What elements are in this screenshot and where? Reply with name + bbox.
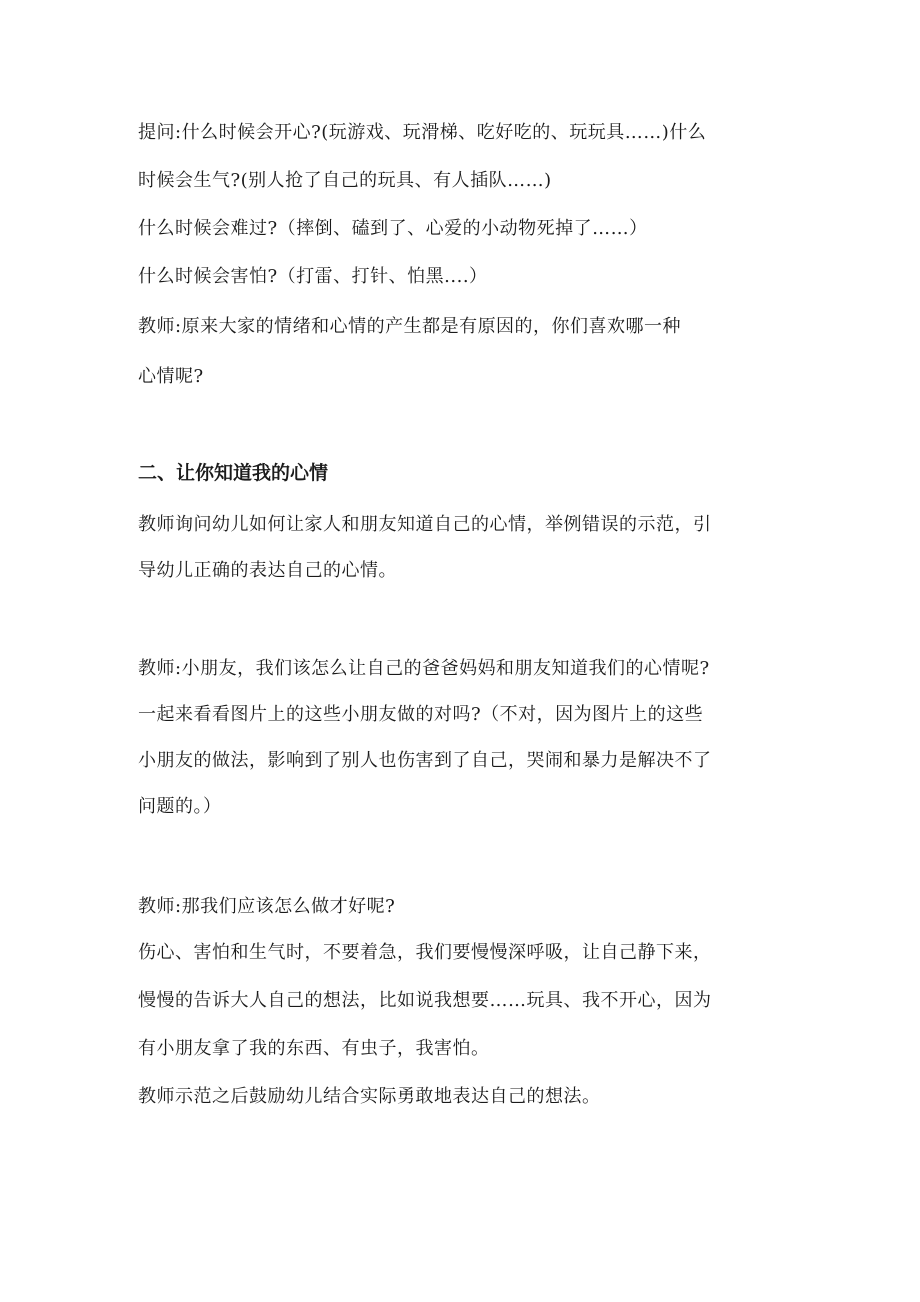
text-line-teacher-summary-cont: 心情呢? (138, 366, 204, 387)
text-line-teacher-summary: 教师:原来大家的情绪和心情的产生都是有原因的，你们喜欢哪一种 (138, 316, 682, 337)
text-line-teacher-question: 教师:小朋友，我们该怎么让自己的爸爸妈妈和朋友知道我们的心情呢? (138, 658, 710, 679)
text-line-questions-sad: 什么时候会难过?（摔倒、磕到了、心爱的小动物死掉了……） (138, 218, 648, 239)
text-line-pictures-cont: 小朋友的做法，影响到了别人也伤害到了自己，哭闹和暴力是解决不了 (138, 750, 712, 771)
text-line-advice-cont: 慢慢的告诉大人自己的想法，比如说我想要……玩具、我不开心，因为 (138, 990, 712, 1011)
text-line-pictures: 一起来看看图片上的这些小朋友做的对吗?（不对，因为图片上的这些 (138, 704, 704, 725)
section-heading: 二、让你知道我的心情 (138, 462, 329, 484)
text-line-teacher-how: 教师:那我们应该怎么做才好呢? (138, 896, 396, 917)
text-line-questions-happy: 提问:什么时候会开心?(玩游戏、玩滑梯、吃好吃的、玩玩具……)什么 (138, 122, 707, 143)
text-line-advice: 伤心、害怕和生气时，不要着急，我们要慢慢深呼吸，让自己静下来， (138, 942, 712, 963)
text-line-teacher-demo: 教师示范之后鼓励幼儿结合实际勇敢地表达自己的想法。 (138, 1086, 601, 1107)
text-line-intro-cont: 导幼儿正确的表达自己的心情。 (138, 560, 397, 581)
text-line-pictures-end: 问题的。） (138, 796, 222, 817)
text-line-questions-scared: 什么时候会害怕?（打雷、打针、怕黑....） (138, 266, 488, 287)
text-line-intro: 教师询问幼儿如何让家人和朋友知道自己的心情，举例错误的示范，引 (138, 514, 712, 535)
text-line-advice-end: 有小朋友拿了我的东西、有虫子，我害怕。 (138, 1038, 490, 1059)
text-line-questions-angry: 时候会生气?(别人抢了自己的玩具、有人插队……) (138, 170, 552, 191)
